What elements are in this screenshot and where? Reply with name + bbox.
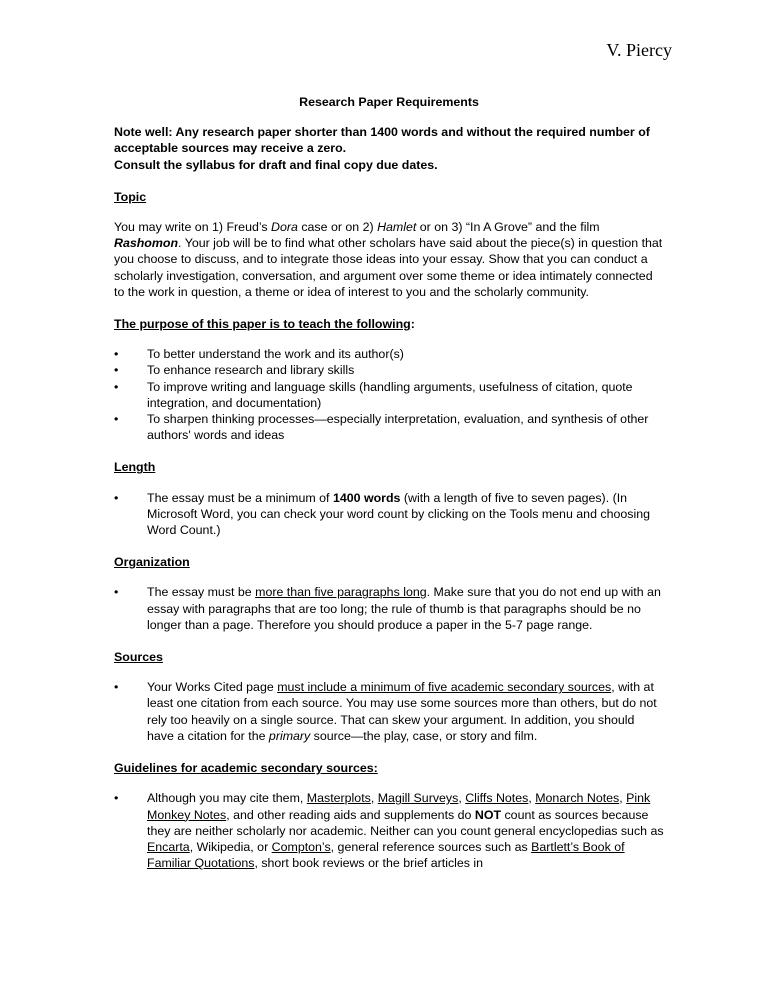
guidelines-text-3: count as sources because they are neither scholarly nor academic. Neither can you count general encyclopedias such as	[147, 807, 664, 838]
guidelines-item	[147, 790, 664, 871]
length-heading: Length	[114, 460, 156, 475]
purpose-list	[114, 346, 664, 443]
guidelines-text-4: , Wikipedia, or	[189, 839, 272, 854]
ref-comptons: Compton’s	[271, 839, 331, 854]
comma: ,	[528, 791, 536, 806]
length-text-2: (with a length of five to seven pages). (In Microsoft Word, you can check your word count by clicking on the Tools menu and choosing Word Count.)	[147, 490, 650, 538]
note-line-1: Note well: Any research paper shorter than 1400 words and without the required number of acceptable sources may receive a zero.	[114, 125, 650, 156]
topic-dora: Dora	[271, 220, 298, 235]
length-bold: 1400 words	[332, 490, 401, 505]
ref-pinkmonkey: Pink Monkey Notes	[147, 791, 651, 822]
purpose-heading-colon: :	[410, 317, 415, 332]
purpose-item: • To enhance research and library skills	[147, 362, 664, 378]
purpose-item: • To improve writing and language skills (handling arguments, usefulness of citation, quote integration, and documentation)	[147, 379, 664, 411]
sources-item	[147, 679, 664, 744]
organization-text-1: The essay must be	[147, 585, 256, 600]
guidelines-text-1: Although you may cite them,	[147, 791, 307, 806]
ref-cliffs: Cliffs Notes	[465, 791, 529, 806]
purpose-heading: The purpose of this paper is to teach the following	[114, 317, 411, 332]
guidelines-heading: Guidelines for academic secondary sources:	[114, 761, 378, 776]
guidelines-list	[114, 790, 664, 871]
sources-heading: Sources	[114, 650, 163, 665]
topic-text-2: case or on 2)	[297, 220, 378, 235]
page-title: Research Paper Requirements	[299, 95, 479, 109]
ref-encarta: Encarta	[147, 839, 190, 854]
organization-underlined: more than five paragraphs long	[255, 585, 427, 600]
topic-hamlet: Hamlet	[377, 220, 417, 235]
sources-text-2: , with at least one citation from each source. You may use some sources more than others, but do not rely too heavily on a single source. That can skew your argument. In addition, you should have a citation for the	[147, 680, 657, 743]
note-line-2: Consult the syllabus for draft and final copy due dates.	[114, 157, 438, 172]
purpose-item: • To sharpen thinking processes—especially interpretation, evaluation, and synthesis of other authors' words and ideas	[147, 411, 664, 443]
guidelines-text-5: , general reference sources such as	[330, 839, 532, 854]
topic-text-1: You may write on 1) Freud’s	[114, 220, 272, 235]
topic-rashomon: Rashomon	[114, 236, 179, 251]
length-item	[147, 490, 664, 539]
organization-list	[114, 584, 664, 633]
ref-monarch: Monarch Notes	[535, 791, 620, 806]
organization-heading: Organization	[114, 555, 190, 570]
sources-underlined: must include a minimum of five academic secondary sources	[277, 680, 612, 695]
guidelines-text-2: , and other reading aids and supplements do	[226, 807, 475, 822]
sources-text-1: Your Works Cited page	[147, 680, 278, 695]
purpose-item: • To better understand the work and its author(s)	[147, 346, 664, 362]
ref-bartlett: Bartlett’s Book of Familiar Quotations	[147, 839, 625, 871]
topic-paragraph	[114, 219, 664, 300]
topic-text-4: . Your job will be to find what other scholars have said about the piece(s) in question that you choose to discuss, and to integrate those ideas into your essay. Show that you can conduct a scholarly investigation, conversation, and argument over some theme or idea intimately connected to the work in question, a theme or idea of interest to you and the scholarly community.	[114, 236, 663, 299]
guidelines-text-6: , short book reviews or the brief articles in	[254, 856, 484, 871]
sources-primary: primary	[268, 728, 311, 743]
document-body	[114, 94, 664, 887]
sources-text-3: source—the play, case, or story and film.	[310, 728, 538, 743]
length-list	[114, 490, 664, 539]
comma: ,	[458, 791, 466, 806]
organization-item	[147, 584, 664, 633]
comma: ,	[619, 791, 627, 806]
topic-heading: Topic	[114, 189, 147, 204]
note-block	[114, 124, 664, 173]
topic-text-3: or on 3) “In A Grove” and the film	[416, 220, 600, 235]
header-author: V. Piercy	[606, 40, 672, 60]
organization-text-2: . Make sure that you do not end up with an essay with paragraphs that are too long; the rule of thumb is that paragraphs should be no longer than a page. Therefore you should produce a paper in the 5-7 page range.	[147, 585, 661, 632]
length-text-1: The essay must be a minimum of	[147, 490, 333, 505]
guidelines-not: NOT	[474, 807, 502, 822]
purpose-heading-line	[114, 316, 664, 332]
ref-magill: Magill Surveys	[377, 791, 459, 806]
comma: ,	[370, 791, 378, 806]
sources-list	[114, 679, 664, 744]
ref-masterplots: Masterplots	[306, 791, 371, 806]
